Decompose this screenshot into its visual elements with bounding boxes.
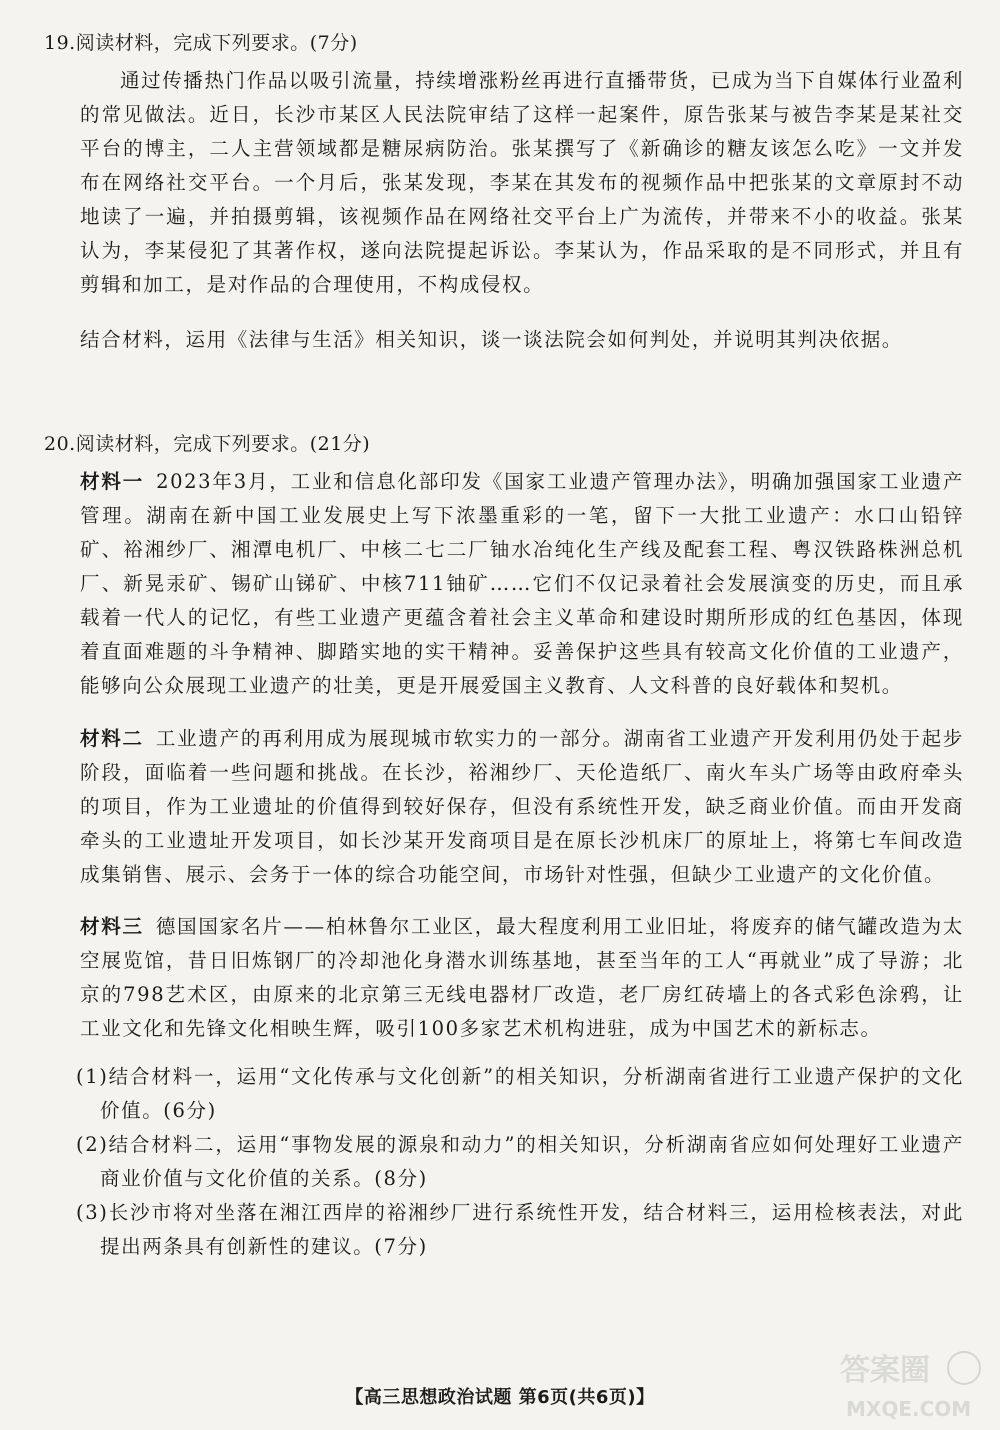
sub-question-1 (76, 1060, 964, 1128)
sub-question-1-text: 结合材料一，运用“文化传承与文化创新”的相关知识，分析湖南省进行工业遗产保护的文化价值。(6分) (100, 1065, 964, 1122)
page-footer: 【高三思想政治试题 第6页(共6页)】 (345, 1387, 655, 1408)
sub-question-1-number: (1) (76, 1065, 109, 1088)
material-2-text: 工业遗产的再利用成为展现城市软实力的一部分。湖南省工业遗产开发利用仍处于起步阶段，面临着一些问题和挑战。在长沙，裕湘纱厂、天伦造纸厂、南火车头广场等由政府牵头的项目，作为工业遗址的价值得到较好保存，但没有系统性开发，缺乏商业价值。而由开发商牵头的工业遗址开发项目，如长沙某开发商项目是在原长沙机床厂的原址上，将第七车间改造成集销售、展示、会务于一体的综合功能空间，市场针对性强，但缺少工业遗产的文化价值。 (80, 727, 964, 886)
material-3-label: 材料三 (80, 915, 144, 938)
question-19-prompt: 结合材料，运用《法律与生活》相关知识，谈一谈法院会如何判处，并说明其判决依据。 (80, 328, 903, 351)
material-1-label: 材料一 (80, 470, 145, 493)
sub-question-3-number: (3) (76, 1201, 109, 1224)
material-2 (80, 722, 964, 892)
material-3-text: 德国国家名片——柏林鲁尔工业区，最大程度利用工业旧址，将废弃的储气罐改造为太空展览馆，昔日旧炼钢厂的冷却池化身潜水训练基地，甚至当年的工人“再就业”成了导游；北京的798艺术区，由原来的北京第三无线电器材厂改造，老厂房红砖墙上的各式彩色涂鸦，让工业文化和先锋文化相映生辉，吸引100多家艺术机构进驻，成为中国艺术的新标志。 (80, 915, 964, 1040)
sub-question-2-text: 结合材料二，运用“事物发展的源泉和动力”的相关知识，分析湖南省应如何处理好工业遗产商业价值与文化价值的关系。(8分) (100, 1133, 964, 1190)
watermark-text-top: 答案圈 (840, 1353, 930, 1388)
watermark-logo (836, 1342, 986, 1422)
sub-question-3 (76, 1196, 964, 1264)
watermark-text-bottom: MXQE.COM (846, 1397, 972, 1421)
sub-question-3-text: 长沙市将对坐落在湘江西岸的裕湘纱厂进行系统性开发，结合材料三，运用检核表法，对此提出两条具有创新性的建议。(7分) (100, 1201, 964, 1258)
sub-question-2-number: (2) (76, 1133, 109, 1156)
sub-question-2 (76, 1128, 964, 1196)
material-1-text: 2023年3月，工业和信息化部印发《国家工业遗产管理办法》，明确加强国家工业遗产管理。湖南在新中国工业发展史上写下浓墨重彩的一笔，留下一大批工业遗产：水口山铅锌矿、裕湘纱厂、湘潭电机厂、中核二七二厂铀水冶纯化生产线及配套工程、粤汉铁路株洲总机厂、新晃汞矿、锡矿山锑矿、中核711铀矿……它们不仅记录着社会发展演变的历史，而且承载着一代人的记忆，有些工业遗产更蕴含着社会主义革命和建设时期所形成的红色基因，体现着直面难题的斗争精神、脚踏实地的实干精神。妥善保护这些具有较高文化价值的工业遗产，能够向公众展现工业遗产的壮美，更是开展爱国主义教育、人文科普的良好载体和契机。 (80, 470, 964, 697)
question-19-material: 通过传播热门作品以吸引流量，持续增涨粉丝再进行直播带货，已成为当下自媒体行业盈利的常见做法。近日，长沙市某区人民法院审结了这样一起案件，原告张某与被告李某是某社交平台的博主，二人主营领域都是糖尿病防治。张某撰写了《新确诊的糖友该怎么吃》一文并发布在网络社交平台。一个月后，张某发现，李某在其发布的视频作品中把张某的文章原封不动地读了一遍，并拍摄剪辑，该视频作品在网络社交平台上广为流传，并带来不小的收益。张某认为，李某侵犯了其著作权，遂向法院提起诉讼。李某认为，作品采取的是不同形式，并且有剪辑和加工，是对作品的合理使用，不构成侵权。 (80, 69, 965, 296)
question-20-title: 20.阅读材料，完成下列要求。(21分) (44, 433, 371, 455)
material-2-label: 材料二 (80, 727, 144, 750)
material-3 (80, 910, 964, 1046)
question-19-title: 19.阅读材料，完成下列要求。(7分) (44, 32, 358, 54)
material-1 (80, 465, 964, 703)
